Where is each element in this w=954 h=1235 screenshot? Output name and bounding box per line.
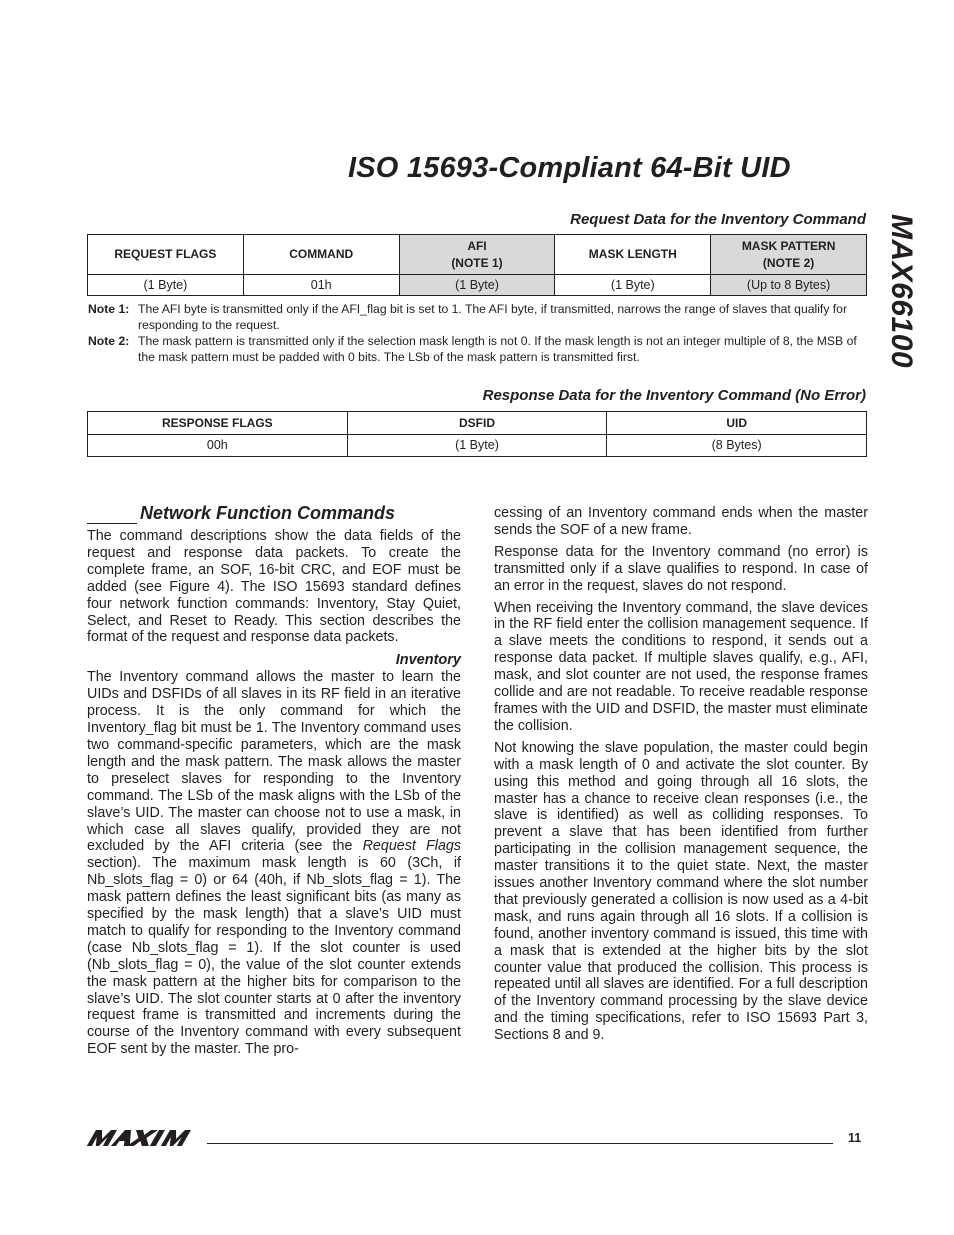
section-heading bbox=[87, 502, 461, 524]
part-number-side-label bbox=[885, 214, 918, 414]
body-paragraph: cessing of an Inventory command ends when the master sends the SOF of a new frame. bbox=[494, 505, 868, 538]
table-header-cell: REQUEST FLAGS bbox=[88, 235, 244, 275]
intro-paragraph: The command descriptions show the data fields of the request and response data packets. To create the complete frame, an SOF, 16-bit CRC, and EOF must be added (see Figure 4). The ISO 15693 standard defines four network function commands: Inventory, Stay Quiet, Select, and Reset to Ready. This section describes the format of the request and response data packets. bbox=[87, 528, 461, 646]
maxim-logo bbox=[87, 1130, 199, 1146]
left-text-column bbox=[87, 502, 461, 1063]
request-data-table bbox=[87, 234, 867, 296]
table-cell: (1 Byte) bbox=[88, 275, 244, 296]
response-table-caption: Response Data for the Inventory Command (No Error) bbox=[482, 387, 866, 404]
table-row bbox=[88, 275, 867, 296]
table-header-row bbox=[88, 412, 867, 435]
page-title: ISO 15693-Compliant 64-Bit UID bbox=[348, 152, 791, 184]
footer-rule bbox=[207, 1143, 833, 1144]
table-cell: 00h bbox=[88, 435, 348, 457]
body-paragraph: When receiving the Inventory command, the slave devices in the RF field enter the collision management sequence. If a slave meets the conditions to respond, it sends out a response data packet. If multiple slaves qualify, e.g., AFI, mask, and slot counter are not used, the response frames collide and are not readable. To receive readable response frames with the UID and DSFID, the master must eliminate the collision. bbox=[494, 599, 868, 734]
table-header-cell: RESPONSE FLAGS bbox=[88, 412, 348, 435]
note-item bbox=[88, 333, 868, 365]
part-number-text: MAX66100 bbox=[885, 214, 918, 369]
note-text: The mask pattern is transmitted only if the selection mask length is not 0. If the mask length is not an integer multiple of 8, the MSB of the mask pattern must be padded with 0 bits. The LSb of the mask pattern is transmitted first. bbox=[138, 334, 857, 364]
table-cell: (Up to 8 Bytes) bbox=[711, 275, 867, 296]
page-number: 11 bbox=[848, 1131, 862, 1145]
table-header-cell: DSFID bbox=[347, 412, 607, 435]
note-item bbox=[88, 301, 868, 333]
table-cell: (8 Bytes) bbox=[607, 435, 867, 457]
table-header-cell: AFI (NOTE 1) bbox=[399, 235, 555, 275]
response-data-table bbox=[87, 411, 867, 457]
subsection-title: Inventory bbox=[395, 652, 461, 669]
table-cell: (1 Byte) bbox=[555, 275, 711, 296]
table-header-cell: UID bbox=[607, 412, 867, 435]
table-header-cell: MASK LENGTH bbox=[555, 235, 711, 275]
section-title: Network Function Commands bbox=[140, 503, 396, 523]
table-row bbox=[88, 435, 867, 457]
note-label: Note 2: bbox=[88, 334, 130, 348]
body-paragraph: Not knowing the slave population, the master could begin with a mask length of 0 and activate the slot counter. By using this method and going through all 16 slots, the master has a chance to receive clean responses (i.e., the slave is identified) as well as colliding responses. To prevent a slave that has been identified from further participating in the collision management sequence, the master transitions it to the quiet state. Next, the master issues another Inventory command where the slot number that previously generated a collision is now used as a 4-bit mask, and runs again through all 16 slots. If a collision is found, another inventory command is issued, this time with a mask that is extended at the higher bits by the slot counter value that produced the collision. This process is repeated until all slaves are identified. For a full description of the Inventory command processing by the slave device and the timing specifications, refer to ISO 15693 Part 3, Sections 8 and 9. bbox=[494, 739, 868, 1044]
note-text: The AFI byte is transmitted only if the AFI_flag bit is set to 1. The AFI byte, if transmitted, narrows the range of slaves that qualify for responding to the request. bbox=[138, 302, 848, 332]
inventory-paragraph: The Inventory command allows the master to learn the UIDs and DSFIDs of all slaves in its RF field in an iterative process. It is the only command for which the Inventory_flag bit must be 1. The Inventory command uses two command-specific parameters, which are the mask length and the mask pattern. The mask allows the master to preselect slaves for responding to the Inventory command. The LSb of the mask aligns with the LSb of the slave’s UID. The master can choose not to use a mask, in which case all slaves qualify, provided they are not excluded by the AFI criteria (see the Request Flags section). The maximum mask length is 60 (3Ch, if Nb_slots_flag = 0) or 64 (40h, if Nb_slots_flag = 1). The mask pattern defines the least significant bits (as many as specified by the mask length) that a slave’s UID must match to qualify for responding to the Inventory command (case Nb_slots_flag = 1). If the slot counter is used (Nb_slots_flag = 0), the value of the slot counter extends the mask pattern at the higher bits for comparison to the slave’s UID. The slot counter starts at 0 after the inventory request frame is transmitted and increments during the course of the Inventory command with every subsequent EOF sent by the master. The pro- bbox=[87, 669, 461, 1058]
request-table-caption: Request Data for the Inventory Command bbox=[570, 211, 866, 228]
body-paragraph: Response data for the Inventory command (no error) is transmitted only if a slave qualifies to respond. In case of an error in the request, slaves do not respond. bbox=[494, 543, 868, 594]
table-cell: (1 Byte) bbox=[347, 435, 607, 457]
table-cell: (1 Byte) bbox=[399, 275, 555, 296]
heading-rule bbox=[87, 506, 137, 524]
table-header-cell: MASK PATTERN (NOTE 2) bbox=[711, 235, 867, 275]
right-text-column bbox=[494, 505, 868, 1049]
note-label: Note 1: bbox=[88, 302, 130, 316]
table-header-cell: COMMAND bbox=[243, 235, 399, 275]
table-cell: 01h bbox=[243, 275, 399, 296]
table-header-row bbox=[88, 235, 867, 275]
table-notes bbox=[88, 301, 868, 365]
